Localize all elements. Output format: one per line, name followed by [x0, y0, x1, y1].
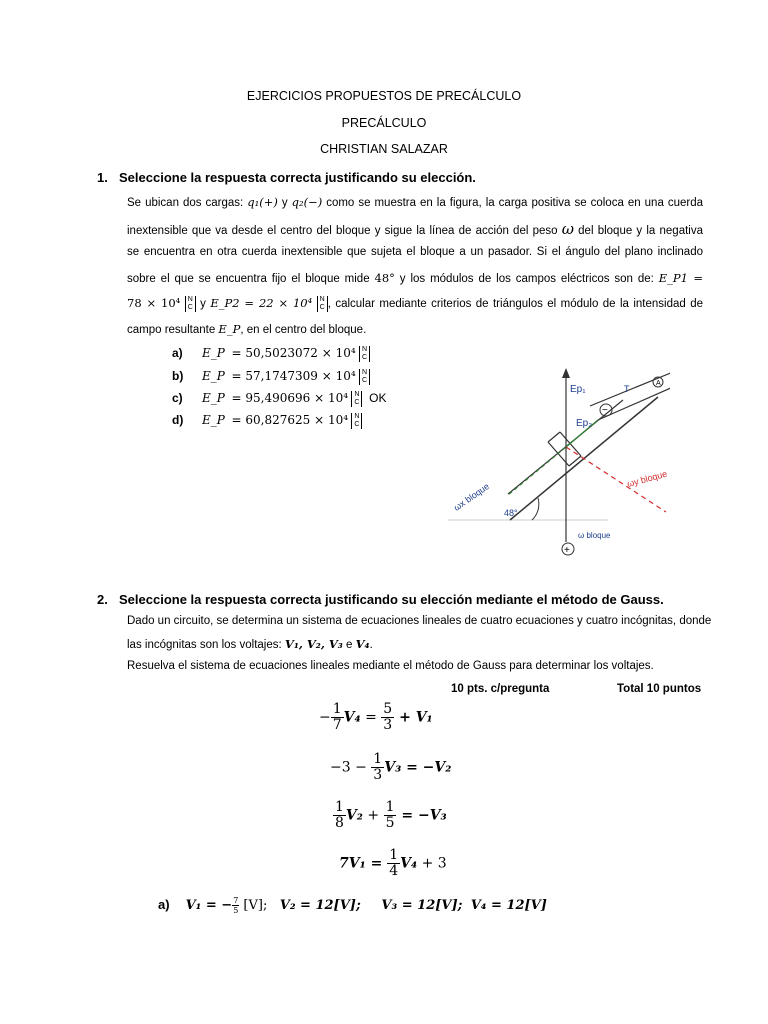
document-title: EJERCICIOS PROPUESTOS DE PRECÁLCULO	[246, 89, 522, 103]
q1-line-4: sobre el que se encuentra fijo el bloque mide 48° y los módulos de los campos eléctricos son de: E_P1 =	[127, 271, 703, 285]
charge-q2: q₂(−)	[291, 195, 323, 209]
option-c[interactable]: c) E_P = 95,490696 × 10⁴ N C OK	[172, 391, 387, 406]
option-a[interactable]: a) E_P = 50,5023072 × 10⁴ N C	[172, 346, 370, 362]
svg-text:−: −	[602, 405, 608, 416]
omega-label: ω bloque	[578, 531, 611, 540]
ep2-label: Ep₂	[576, 418, 593, 429]
charge-q1: q₁(+)	[247, 195, 278, 209]
svg-text:A: A	[656, 380, 661, 387]
question-2-title: Seleccione la respuesta correcta justificando su elección mediante el método de Gauss.	[119, 592, 664, 607]
omega-x-label: ωx bloque	[451, 481, 492, 513]
correct-mark: OK	[369, 391, 387, 406]
unit-n-c: N C	[351, 391, 362, 407]
omega-y-label: ωy bloque	[625, 468, 669, 489]
equation-1: − $\frac{1}{7}$ V₄ = $\frac{5}{3}$ + V₁	[319, 701, 433, 733]
omega-symbol: ω	[561, 220, 574, 238]
equation-3: $\frac{1}{8}$ V₂ + $\frac{1}{5}$ = −V₃	[335, 799, 447, 831]
unit-n-c: N C	[359, 369, 370, 385]
option-b[interactable]: b) E_P = 57,1747309 × 10⁴ N C	[172, 369, 370, 385]
option-d[interactable]: d) E_P = 60,827625 × 10⁴ N C	[172, 413, 362, 429]
total-points: Total 10 puntos	[617, 683, 702, 695]
question-2-number: 2.	[97, 592, 108, 607]
q2-line-2: las incógnitas son los voltajes: V₁, V₂, V₃ e V₄.	[127, 637, 373, 651]
ep1-label: Ep₁	[570, 384, 586, 395]
unit-n-c: N C	[359, 346, 370, 362]
q1-line-3: se encuentra en otra cuerda inextensible que sujeta el bloque a un pasador. Si el ángulo del plano inclinado	[127, 246, 703, 258]
answer-a[interactable]: a) V₁ = − $\frac{7}{5}$ [V]; V₂ = 12[V]; V₃ = 12[V]; V₄ = 12[V]	[158, 896, 547, 915]
tension-label: T	[624, 384, 630, 394]
q2-line-3: Resuelva el sistema de ecuaciones lineales mediante el método de Gauss para determinar los voltajes.	[127, 660, 654, 672]
q1-line-2: inextensible que va desde el centro del bloque y sigue la línea de acción del peso ω del bloque y la negativa	[127, 220, 703, 238]
unit-n-c: N C	[351, 413, 362, 429]
svg-text:+: +	[564, 545, 570, 556]
inclined-plane-figure	[448, 362, 670, 562]
question-1-number: 1.	[97, 170, 108, 185]
q1-line-6: campo resultante E_P, en el centro del bloque.	[127, 322, 367, 336]
q1-line-5: 78 × 10⁴ N C y E_P2 = 22 × 10⁴ N C , calcular mediante criterios de triángulos el módulo de la intensidad de	[127, 296, 703, 311]
points-per-question: 10 pts. c/pregunta	[451, 683, 550, 695]
angle-label: 48°	[504, 508, 518, 518]
document-author: CHRISTIAN SALAZAR	[320, 142, 448, 156]
document-subject: PRECÁLCULO	[341, 116, 427, 130]
omega-x-vector	[508, 447, 566, 495]
unit-n-c: N C	[185, 296, 196, 312]
angle-value: 48°	[374, 271, 395, 285]
ep1-symbol: E_P1 =	[658, 271, 703, 285]
q2-line-1: Dado un circuito, se determina un sistema de ecuaciones lineales de cuatro ecuaciones y cuatro incógnitas, donde	[127, 615, 712, 627]
q1-line-1: Se ubican dos cargas: q₁(+) y q₂(−) como se muestra en la figura, la carga positiva se coloca en una cuerda	[127, 195, 704, 209]
unit-n-c: N C	[317, 296, 328, 312]
equation-4: 7V₁ = $\frac{1}{4}$ V₄ + 3	[339, 847, 447, 879]
equation-2: −3 − $\frac{1}{3}$ V₃ = −V₂	[330, 751, 452, 783]
question-1-title: Seleccione la respuesta correcta justificando su elección.	[119, 170, 476, 185]
